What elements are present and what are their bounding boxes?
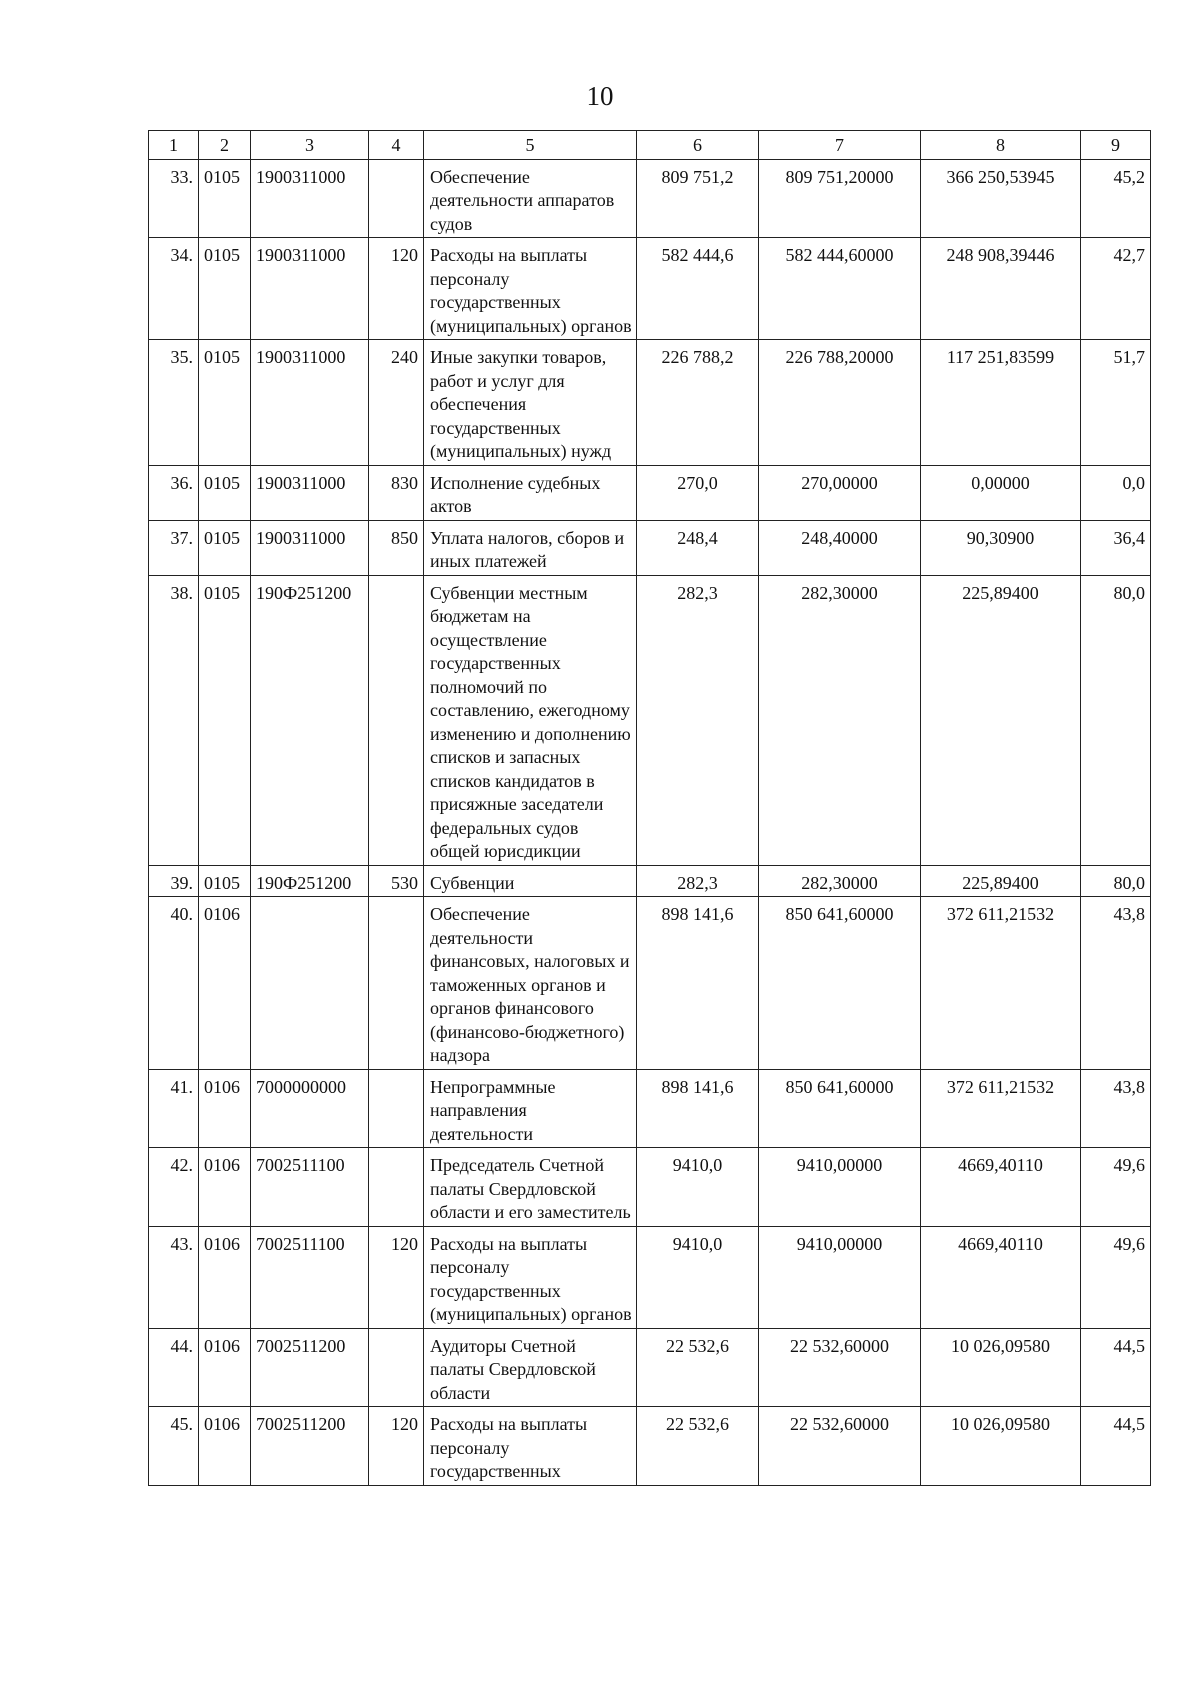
row-number: 45.	[149, 1407, 199, 1486]
table-row	[149, 1328, 1151, 1407]
section-code: 0106	[199, 1148, 251, 1227]
header-cell: 4	[369, 131, 424, 160]
limit-amount: 850 641,60000	[759, 897, 921, 1070]
row-number: 39.	[149, 865, 199, 897]
execution-percent: 49,6	[1081, 1226, 1151, 1328]
header-cell: 3	[251, 131, 369, 160]
table-row	[149, 465, 1151, 520]
section-code: 0105	[199, 159, 251, 238]
approved-amount: 226 788,2	[637, 340, 759, 466]
section-code: 0106	[199, 1069, 251, 1148]
row-number: 41.	[149, 1069, 199, 1148]
expense-type: 120	[369, 1407, 424, 1486]
approved-amount: 9410,0	[637, 1226, 759, 1328]
target-code: 1900311000	[251, 520, 369, 575]
executed-amount: 0,00000	[921, 465, 1081, 520]
executed-amount: 4669,40110	[921, 1226, 1081, 1328]
limit-amount: 270,00000	[759, 465, 921, 520]
table-row	[149, 865, 1151, 897]
row-number: 44.	[149, 1328, 199, 1407]
table-row	[149, 1148, 1151, 1227]
header-cell: 6	[637, 131, 759, 160]
expense-type	[369, 575, 424, 865]
section-code: 0106	[199, 1407, 251, 1486]
expense-type	[369, 1328, 424, 1407]
table-row	[149, 520, 1151, 575]
execution-percent: 43,8	[1081, 1069, 1151, 1148]
target-code: 1900311000	[251, 340, 369, 466]
approved-amount: 898 141,6	[637, 1069, 759, 1148]
limit-amount: 850 641,60000	[759, 1069, 921, 1148]
approved-amount: 22 532,6	[637, 1407, 759, 1486]
limit-amount: 282,30000	[759, 865, 921, 897]
execution-percent: 43,8	[1081, 897, 1151, 1070]
row-number: 40.	[149, 897, 199, 1070]
executed-amount: 225,89400	[921, 865, 1081, 897]
expense-type	[369, 1148, 424, 1227]
expense-name: Непрограммные направления деятельности	[424, 1069, 637, 1148]
expense-type	[369, 159, 424, 238]
table-row	[149, 1226, 1151, 1328]
table-row	[149, 897, 1151, 1070]
execution-percent: 44,5	[1081, 1407, 1151, 1486]
execution-percent: 45,2	[1081, 159, 1151, 238]
table-body	[149, 159, 1151, 1485]
approved-amount: 270,0	[637, 465, 759, 520]
header-cell: 8	[921, 131, 1081, 160]
expense-name: Исполнение судебных актов	[424, 465, 637, 520]
section-code: 0105	[199, 238, 251, 340]
executed-amount: 225,89400	[921, 575, 1081, 865]
expense-name: Уплата налогов, сборов и иных платежей	[424, 520, 637, 575]
expense-name: Обеспечение деятельности финансовых, налоговых и таможенных органов и органов финансового (финансово-бюджетного) надзора	[424, 897, 637, 1070]
expense-type: 240	[369, 340, 424, 466]
approved-amount: 22 532,6	[637, 1328, 759, 1407]
row-number: 35.	[149, 340, 199, 466]
row-number: 38.	[149, 575, 199, 865]
executed-amount: 10 026,09580	[921, 1407, 1081, 1486]
executed-amount: 90,30900	[921, 520, 1081, 575]
row-number: 43.	[149, 1226, 199, 1328]
section-code: 0105	[199, 520, 251, 575]
target-code: 1900311000	[251, 159, 369, 238]
target-code: 7002511200	[251, 1328, 369, 1407]
executed-amount: 248 908,39446	[921, 238, 1081, 340]
target-code: 190Ф251200	[251, 865, 369, 897]
executed-amount: 372 611,21532	[921, 1069, 1081, 1148]
budget-table	[148, 130, 1151, 1486]
header-cell: 9	[1081, 131, 1151, 160]
row-number: 36.	[149, 465, 199, 520]
limit-amount: 9410,00000	[759, 1148, 921, 1227]
table-row	[149, 340, 1151, 466]
expense-type: 120	[369, 1226, 424, 1328]
target-code: 7000000000	[251, 1069, 369, 1148]
approved-amount: 582 444,6	[637, 238, 759, 340]
executed-amount: 117 251,83599	[921, 340, 1081, 466]
section-code: 0105	[199, 340, 251, 466]
row-number: 34.	[149, 238, 199, 340]
header-row	[149, 131, 1151, 160]
limit-amount: 809 751,20000	[759, 159, 921, 238]
execution-percent: 44,5	[1081, 1328, 1151, 1407]
target-code	[251, 897, 369, 1070]
approved-amount: 9410,0	[637, 1148, 759, 1227]
expense-type	[369, 897, 424, 1070]
header-cell: 7	[759, 131, 921, 160]
expense-name: Иные закупки товаров, работ и услуг для обеспечения государственных (муниципальных) нужд	[424, 340, 637, 466]
expense-name: Расходы на выплаты персоналу государственных	[424, 1407, 637, 1486]
executed-amount: 372 611,21532	[921, 897, 1081, 1070]
header-cell: 5	[424, 131, 637, 160]
page-number: 10	[586, 81, 614, 111]
executed-amount: 4669,40110	[921, 1148, 1081, 1227]
section-code: 0105	[199, 865, 251, 897]
execution-percent: 51,7	[1081, 340, 1151, 466]
expense-name: Расходы на выплаты персоналу государственных (муниципальных) органов	[424, 238, 637, 340]
executed-amount: 366 250,53945	[921, 159, 1081, 238]
target-code: 1900311000	[251, 238, 369, 340]
expense-type: 850	[369, 520, 424, 575]
table-row	[149, 1069, 1151, 1148]
row-number: 33.	[149, 159, 199, 238]
limit-amount: 226 788,20000	[759, 340, 921, 466]
execution-percent: 49,6	[1081, 1148, 1151, 1227]
limit-amount: 9410,00000	[759, 1226, 921, 1328]
section-code: 0106	[199, 1226, 251, 1328]
table-row	[149, 238, 1151, 340]
expense-type	[369, 1069, 424, 1148]
row-number: 42.	[149, 1148, 199, 1227]
expense-name: Субвенции	[424, 865, 637, 897]
section-code: 0105	[199, 575, 251, 865]
header-cell: 2	[199, 131, 251, 160]
limit-amount: 22 532,60000	[759, 1328, 921, 1407]
approved-amount: 282,3	[637, 865, 759, 897]
target-code: 7002511200	[251, 1407, 369, 1486]
expense-type: 830	[369, 465, 424, 520]
row-number: 37.	[149, 520, 199, 575]
expense-type: 530	[369, 865, 424, 897]
table-row	[149, 159, 1151, 238]
execution-percent: 42,7	[1081, 238, 1151, 340]
expense-name: Обеспечение деятельности аппаратов судов	[424, 159, 637, 238]
execution-percent: 80,0	[1081, 575, 1151, 865]
header-cell: 1	[149, 131, 199, 160]
target-code: 1900311000	[251, 465, 369, 520]
expense-name: Субвенции местным бюджетам на осуществление государственных полномочий по составлению, ежегодному изменению и дополнению списков и запасных списков кандидатов в присяжные заседатели федеральных судов общей юрисдикции	[424, 575, 637, 865]
execution-percent: 36,4	[1081, 520, 1151, 575]
execution-percent: 0,0	[1081, 465, 1151, 520]
approved-amount: 809 751,2	[637, 159, 759, 238]
executed-amount: 10 026,09580	[921, 1328, 1081, 1407]
limit-amount: 248,40000	[759, 520, 921, 575]
execution-percent: 80,0	[1081, 865, 1151, 897]
target-code: 7002511100	[251, 1148, 369, 1227]
approved-amount: 282,3	[637, 575, 759, 865]
limit-amount: 582 444,60000	[759, 238, 921, 340]
target-code: 190Ф251200	[251, 575, 369, 865]
table-row	[149, 1407, 1151, 1486]
limit-amount: 22 532,60000	[759, 1407, 921, 1486]
approved-amount: 898 141,6	[637, 897, 759, 1070]
section-code: 0105	[199, 465, 251, 520]
section-code: 0106	[199, 897, 251, 1070]
limit-amount: 282,30000	[759, 575, 921, 865]
table-row	[149, 575, 1151, 865]
target-code: 7002511100	[251, 1226, 369, 1328]
approved-amount: 248,4	[637, 520, 759, 575]
expense-name: Расходы на выплаты персоналу государственных (муниципальных) органов	[424, 1226, 637, 1328]
expense-name: Аудиторы Счетной палаты Свердловской области	[424, 1328, 637, 1407]
expense-type: 120	[369, 238, 424, 340]
section-code: 0106	[199, 1328, 251, 1407]
expense-name: Председатель Счетной палаты Свердловской области и его заместитель	[424, 1148, 637, 1227]
